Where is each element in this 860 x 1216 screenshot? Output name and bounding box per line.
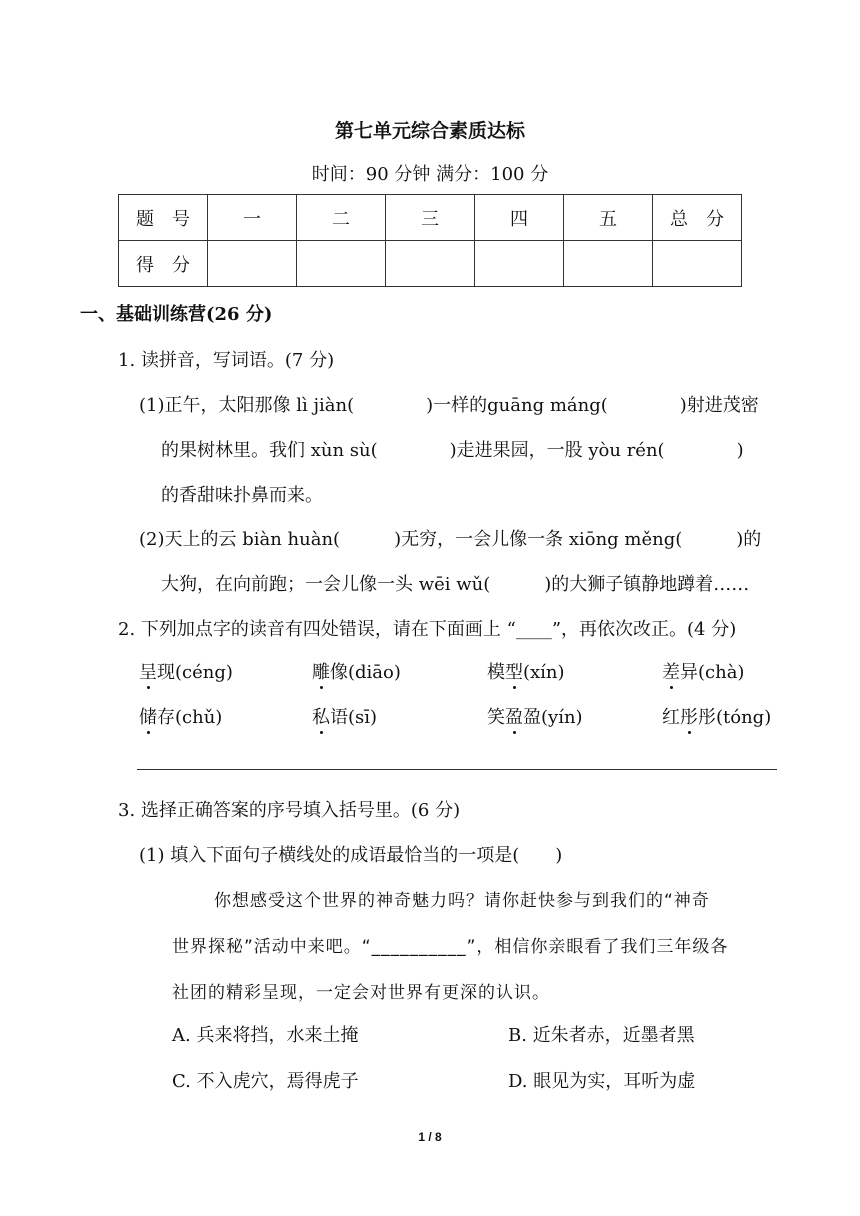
dotted-char: 储 (139, 707, 157, 728)
q1-part2-line1: (2)天上的云 biàn huàn( )无穷，一会儿像一条 xiōng měng( )的 (139, 529, 762, 550)
dotted-char: 型 (505, 662, 523, 683)
pronunciation-item: 差异(chà) (662, 662, 745, 683)
score-table (118, 194, 742, 287)
table-cell: 三 (386, 195, 475, 241)
exam-info: 时间：90 分钟 满分：100 分 (311, 164, 549, 185)
score-table-header-row (119, 195, 742, 241)
q1-part1-line2: 的果树林里。我们 xùn sù( )走进果园，一股 yòu rén( ) (161, 440, 744, 461)
dotted-char: 私 (312, 707, 330, 728)
dotted-char: 盈 (505, 707, 523, 728)
page-number: 1 / 8 (418, 1130, 442, 1144)
table-cell: 四 (475, 195, 564, 241)
score-input-cell[interactable] (564, 241, 653, 287)
passage-line: 社团的精彩呈现，一定会对世界有更深的认识。 (172, 983, 550, 1003)
pronunciation-item: 私语(sī) (312, 707, 378, 728)
table-cell: 一 (208, 195, 297, 241)
table-cell: 题 号 (119, 195, 208, 241)
option-d[interactable]: D. 眼见为实，耳听为虚 (508, 1071, 696, 1092)
question-2-prompt: 2. 下列加点字的读音有四处错误，请在下面画上 “____”，再依次改正。(4 分) (118, 619, 737, 640)
table-cell: 二 (297, 195, 386, 241)
question-1-prompt: 1. 读拼音，写词语。(7 分) (118, 350, 335, 371)
table-cell: 总 分 (653, 195, 742, 241)
question-3-prompt: 3. 选择正确答案的序号填入括号里。(6 分) (118, 800, 461, 821)
q3-sub1-prompt: (1) 填入下面句子横线处的成语最恰当的一项是( ) (139, 845, 563, 866)
score-table-score-row (119, 241, 742, 287)
option-b[interactable]: B. 近朱者赤，近墨者黑 (508, 1025, 695, 1046)
dotted-char: 呈 (139, 662, 157, 683)
table-cell: 五 (564, 195, 653, 241)
score-input-cell[interactable] (475, 241, 564, 287)
option-c[interactable]: C. 不入虎穴，焉得虎子 (172, 1071, 359, 1092)
page-title: 第七单元综合素质达标 (334, 120, 525, 142)
option-a[interactable]: A. 兵来将挡，水来土掩 (172, 1025, 359, 1046)
pronunciation-item: 模型(xín) (487, 662, 565, 683)
score-input-cell[interactable] (208, 241, 297, 287)
passage-line: 世界探秘”活动中来吧。“__________”，相信你亲眼看了我们三年级各 (172, 937, 729, 957)
score-input-cell[interactable] (297, 241, 386, 287)
table-cell: 得 分 (119, 241, 208, 287)
dotted-char: 差 (662, 662, 680, 683)
section-heading: 一、基础训练营(26 分) (80, 304, 273, 325)
score-input-cell[interactable] (653, 241, 742, 287)
pronunciation-item: 雕像(diāo) (312, 662, 401, 683)
pronunciation-item: 红彤彤(tóng) (662, 707, 772, 728)
answer-line[interactable] (137, 769, 777, 770)
score-input-cell[interactable] (386, 241, 475, 287)
q1-part1-line3: 的香甜味扑鼻而来。 (161, 485, 323, 506)
pronunciation-item: 呈现(céng) (139, 662, 233, 683)
dotted-char: 彤 (680, 707, 698, 728)
q1-part2-line2: 大狗，在向前跑；一会儿像一头 wēi wǔ( )的大狮子镇静地蹲着…… (161, 574, 750, 595)
passage-line: 你想感受这个世界的神奇魅力吗？请你赶快参与到我们的“神奇 (214, 891, 710, 911)
dotted-char: 雕 (312, 662, 330, 683)
pronunciation-item: 笑盈盈(yín) (487, 707, 583, 728)
q1-part1-line1: (1)正午，太阳那像 lì jiàn( )一样的guāng máng( )射进茂密 (139, 395, 759, 416)
pronunciation-item: 储存(chǔ) (139, 707, 223, 728)
